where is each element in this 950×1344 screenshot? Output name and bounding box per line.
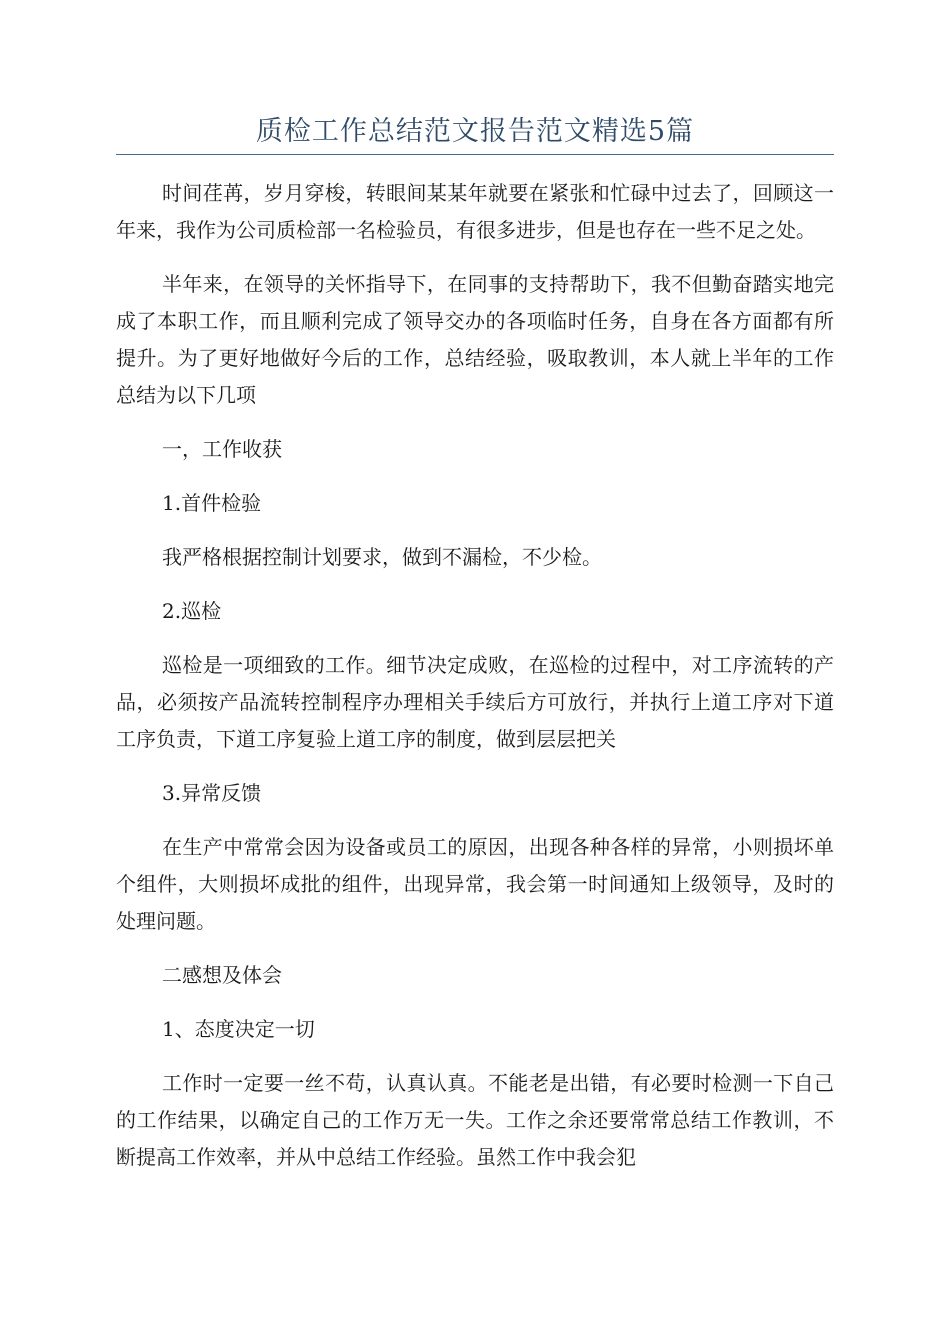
- subheading-attitude: 1、态度决定一切: [162, 1017, 315, 1041]
- paragraph-exception-feedback: 在生产中常常会因为设备或员工的原因，出现各种各样的异常，小则损坏单个组件，大则损坏成批的组件，出现异常，我会第一时间通知上级领导，及时的处理问题。: [116, 835, 834, 933]
- subheading-first-article-inspection: 1.首件检验: [162, 491, 262, 515]
- document-body: [116, 175, 834, 1193]
- title-underline: [116, 154, 834, 155]
- paragraph-half-year: 半年来，在领导的关怀指导下，在同事的支持帮助下，我不但勤奋踏实地完成了本职工作，而且顺利完成了领导交办的各项临时任务，自身在各方面都有所提升。为了更好地做好今后的工作，总结经验，吸取教训，本人就上半年的工作总结为以下几项: [116, 272, 834, 407]
- subheading-patrol-inspection: 2.巡检: [162, 599, 222, 623]
- section-heading-work-gains: 一，工作收获: [162, 437, 282, 461]
- paragraph-attitude: 工作时一定要一丝不苟，认真认真。不能老是出错，有必要时检测一下自己的工作结果，以确定自己的工作万无一失。工作之余还要常常总结工作教训，不断提高工作效率，并从中总结工作经验。虽然工作中我会犯: [116, 1071, 834, 1169]
- paragraph-first-article: 我严格根据控制计划要求，做到不漏检，不少检。: [162, 545, 602, 569]
- section-heading-reflections: 二感想及体会: [162, 963, 282, 987]
- document-title: 质检工作总结范文报告范文精选5篇: [255, 116, 695, 147]
- paragraph-patrol-inspection: 巡检是一项细致的工作。细节决定成败，在巡检的过程中，对工序流转的产品，必须按产品流转控制程序办理相关手续后方可放行，并执行上道工序对下道工序负责，下道工序复验上道工序的制度，做到层层把关: [116, 653, 834, 751]
- paragraph-intro: 时间荏苒，岁月穿梭，转眼间某某年就要在紧张和忙碌中过去了，回顾这一年来，我作为公司质检部一名检验员，有很多进步，但是也存在一些不足之处。: [116, 181, 834, 242]
- subheading-exception-feedback: 3.异常反馈: [162, 781, 262, 805]
